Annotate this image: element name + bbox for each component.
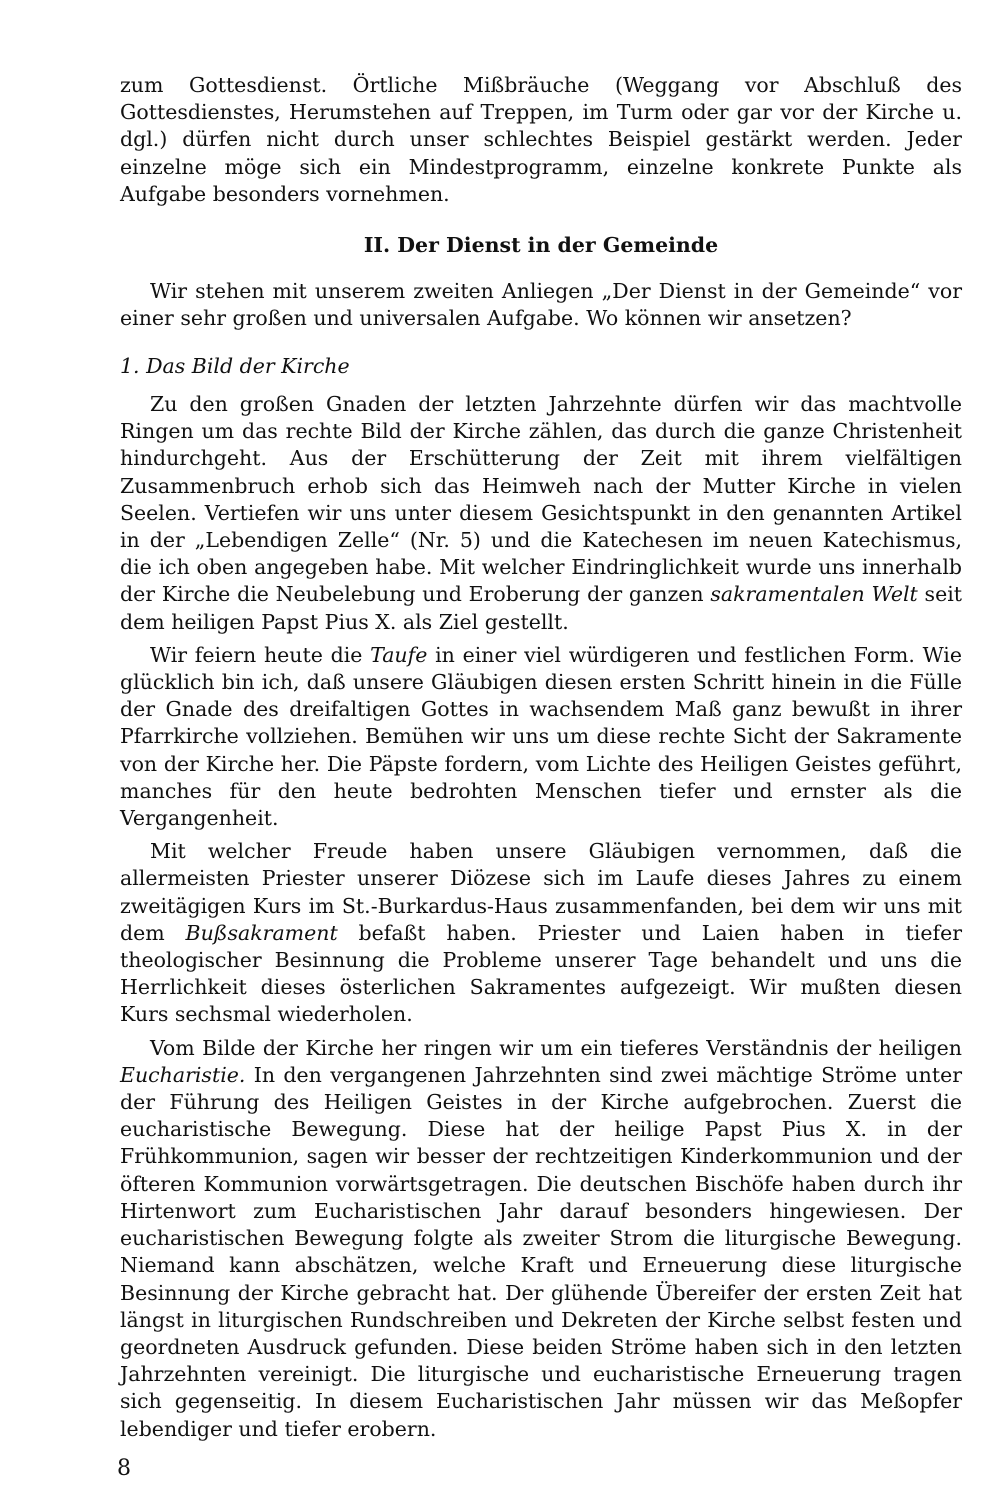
paragraph-3	[120, 838, 962, 1028]
section-intro-text: Wir stehen mit unserem zweiten Anliegen „Der Dienst in der Gemeinde“ vor einer sehr großen und universalen Aufgabe. Wo können wir ansetzen?	[120, 279, 962, 331]
intro-text: zum Gottesdienst. Örtliche Mißbräuche (Weggang vor Abschluß des Gottesdienstes, Herumstehen auf Treppen, im Turm oder gar vor der Kirche u. dgl.) dürfen nicht durch unser schlechtes Beispiel gestärkt werden. Jeder einzelne möge sich ein Mindestprogramm, einzelne konkrete Punkte als Aufgabe besonders vornehmen.	[120, 73, 962, 206]
paragraph-4	[120, 1035, 962, 1443]
paragraph-2-end: in einer viel würdigeren und festlichen Form. Wie glücklich bin ich, daß unsere Gläubigen diesen ersten Schritt hinein in die Fülle der Gnade des dreifaltigen Gottes in wachsendem Maß ganz bewußt in ihrer Pfarrkirche vollziehen. Bemühen wir uns um diese rechte Sicht der Sakramente von der Kirche her. Die Päpste fordern, vom Lichte des Heiligen Geistes geführt, manches für den heute bedrohten Menschen tiefer und ernster als die Vergangenheit.	[120, 642, 962, 831]
section-heading: II. Der Dienst in der Gemeinde	[363, 233, 719, 257]
subsection-heading: 1. Das Bild der Kirche	[120, 354, 350, 378]
paragraph-1	[120, 391, 962, 636]
paragraph-4-start: Vom Bilde der Kirche her ringen wir um ein tieferes Verständnis der heiligen	[150, 1035, 962, 1060]
body-paragraphs	[120, 391, 962, 1443]
paragraph-2	[120, 642, 962, 832]
paragraph-3-end: befaßt haben. Priester und Laien haben in tiefer theologischer Besinnung die Probleme unserer Tage behandelt und uns die Herrlichkeit dieses österlichen Sakramentes aufgezeigt. Wir mußten diesen Kurs sechsmal wiederholen.	[120, 920, 962, 1027]
page-number: 8	[117, 1456, 131, 1481]
paragraph-4-end: In den vergangenen Jahrzehnten sind zwei mächtige Ströme unter der Führung des Heiligen Geistes in der Kirche aufgebrochen. Zuerst die eucharistische Bewegung. Diese hat der heilige Papst Pius X. in der Frühkommunion, sagen wir besser der rechtzeitigen Kinderkommunion und der öfteren Kommunion vorwärtsgetragen. Die deutschen Bischöfe haben durch ihr Hirtenwort zum Eucharistischen Jahr darauf besonders hingewiesen. Der eucharistischen Bewegung folgte als zweiter Strom die liturgische Bewegung. Niemand kann abschätzen, welche Kraft und Erneuerung diese liturgische Besinnung der Kirche gebracht hat. Der glühende Übereifer der ersten Zeit hat längst in liturgischen Rundschreiben und Dekreten der Kirche selbst festen und geordneten Ausdruck gefunden. Diese beiden Ströme haben sich in den letzten Jahrzehnten vereinigt. Die liturgische und eucharistische Erneuerung tragen sich gegenseitig. In diesem Eucharistischen Jahr müssen wir das Meßopfer lebendiger und tiefer erobern.	[120, 1062, 962, 1441]
paragraph-1-end: seit dem heiligen Papst Pius X. als Ziel gestellt.	[120, 582, 963, 634]
intro-paragraph	[120, 72, 962, 208]
section-intro-paragraph	[120, 278, 962, 332]
paragraph-1-emphasis: sakramentalen Welt	[710, 582, 918, 607]
paragraph-3-start: Mit welcher Freude haben unsere Gläubigen vernommen, daß die allermeisten Priester unserer Diözese sich im Laufe dieses Jahres zu einem zweitägigen Kurs im St.-Burkardus-Haus zusammenfanden, bei dem wir uns mit dem	[120, 839, 962, 945]
paragraph-4-emphasis: Eucharistie.	[120, 1062, 246, 1087]
paragraph-2-emphasis: Taufe	[370, 642, 428, 667]
paragraph-2-start: Wir feiern heute die	[150, 642, 371, 667]
paragraph-3-emphasis: Bußsakrament	[185, 920, 338, 945]
paragraph-1-text: Zu den großen Gnaden der letzten Jahrzehnte dürfen wir das machtvolle Ringen um das rechte Bild der Kirche zählen, das durch die ganze Christenheit hindurchgeht. Aus der Erschütterung der Zeit mit ihrem vielfältigen Zusammenbruch erhob sich das Heimweh nach der Mutter Kirche in vielen Seelen. Vertiefen wir uns unter diesem Gesichtspunkt in den genannten Artikel in der „Lebendigen Zelle“ (Nr. 5) und die Katechesen im neuen Katechismus, die ich oben angegeben habe. Mit welcher Eindringlichkeit wurde uns innerhalb der Kirche die Neubelebung und Eroberung der ganzen	[120, 392, 962, 607]
